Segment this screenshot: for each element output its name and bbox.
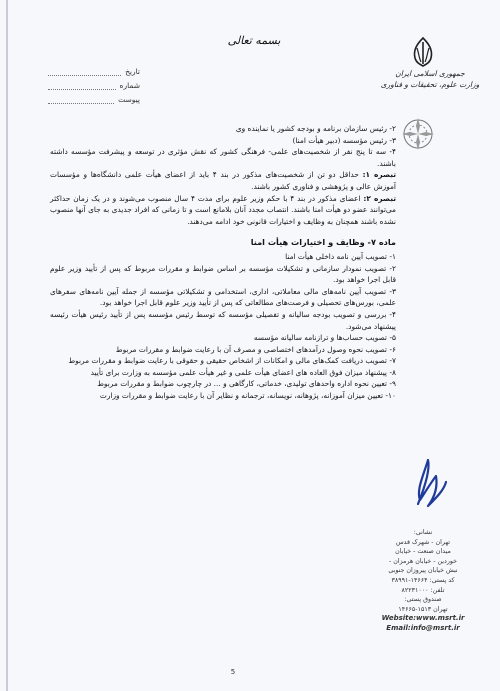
duty-item: ۴- بررسی و تصویب بودجه سالیانه و تفصیلی مؤسسه که توسط رئیس مؤسسه پس از تأیید رئیس هیأت رئیسه پیشنهاد می‌شود. <box>50 309 396 331</box>
note-1 <box>50 169 396 192</box>
duty-item: ۸- پیشنهاد میزان فوق العاده های اعضای هیأت علمی و غیر هیأت علمی مؤسسه به وزارت برای تأیید <box>90 367 396 377</box>
member-item: ۴- سه تا پنج نفر از شخصیت‌های علمی- فرهنگی کشور که نقش مؤثری در توسعه و پیشرفت مؤسسه داشته باشند. <box>50 147 396 168</box>
duty-item: ۱- تصویب آیین نامه داخلی هیأت امنا <box>285 251 396 261</box>
address-line: تهران - شهرک قدس <box>395 538 451 546</box>
duty-item: ۳- تصویب آیین نامه‌های مالی معاملاتی، اداری، استخدامی و تشکیلاتی مؤسسه از جمله آیین نامه‌های سفرهای علمی، بورس‌های تحصیلی و فرصت‌های مطالعاتی که پس از تأیید وزیر علوم قابل اجرا خواهد بود. <box>50 286 396 308</box>
ministry-line: وزارت علوم، تحقیقات و فناوری <box>380 80 480 89</box>
member-item: ۲- رئیس سازمان برنامه و بودجه کشور یا نماینده وی <box>235 124 396 133</box>
page-edge <box>6 0 8 691</box>
member-item: ۳- رئیس مؤسسه (دبیر هیأت امنا) <box>292 135 396 145</box>
basmala-heading: بسمه تعالی <box>227 34 281 47</box>
duty-item: ۷- تصویب دریافت کمک‌های مالی و امکانات از اشخاص حقیقی و حقوقی با رعایت ضوابط و مقررات مربوط <box>68 356 396 366</box>
address-block <box>368 528 478 634</box>
duty-item: ۱۰- تعیین میزان آموزانه، پژوهانه، نویسانه، ترجمانه و نظایر آن با رعایت ضوابط و مقررات وزارت <box>99 391 396 401</box>
note-2-text: اعضای مذکور در بند ۴ با حکم وزیر علوم برای مدت ۴ سال منصوب می‌شوند و در یک زمان حداکثر می‌توانند عضو دو هیأت امنا باشند. انتصاب مجدد آنان بلامانع است و تا زمانی که افراد جدیدی به جای آنها منصوب نشده باشند همچنان به وظایف و اختیارات قانونی خود ادامه می‌دهند. <box>50 193 396 226</box>
article-heading: ماده ۷- وظایف و اختیارات هیأت امنا <box>250 237 396 248</box>
iran-emblem-icon <box>403 36 443 68</box>
ministry-title <box>380 68 480 90</box>
document-body <box>50 123 396 402</box>
website-link[interactable]: Website:www.msrt.ir <box>381 614 465 623</box>
duty-item: ۵- تصویب حساب‌ها و ترازنامه سالیانه مؤسسه <box>253 333 396 343</box>
address-line: نشانی: <box>413 529 433 536</box>
ornament-icon <box>398 114 438 154</box>
address-line: میدان صنعت - خیابان <box>395 548 451 556</box>
address-line: تلفن: ۸۲۲۳۱۰۰۰ <box>401 586 445 594</box>
ministry-line: جمهوری اسلامی ایران <box>395 69 465 78</box>
letter-meta <box>48 64 140 106</box>
signature-mark <box>408 454 456 514</box>
note-2 <box>50 193 396 228</box>
duty-item: ۲- تصویب نمودار سازمانی و تشکیلات مؤسسه بر اساس ضوابط و مقررات مربوط که پس از تأیید وزیر علوم قابل اجرا خواهد بود. <box>50 263 396 285</box>
address-line: صندوق پستی: <box>404 596 442 604</box>
page-number: 5 <box>230 668 236 676</box>
duty-item: ۹- تعیین نحوه اداره واحدهای تولیدی، خدماتی، کارگاهی و ... در چارچوب ضوابط و مقررات مربوط <box>97 379 396 389</box>
meta-number-label: شماره <box>119 80 140 90</box>
address-line: کد پستی: ۱۴۶۶۴-۳۸۹۹۱ <box>391 576 455 584</box>
meta-number <box>48 78 140 92</box>
address-line: نبش خیابان پیروزان جنوبی <box>388 567 458 575</box>
meta-date <box>48 64 140 78</box>
meta-date-label: تاریخ <box>125 66 140 76</box>
note-1-label: تبصره ۱: <box>362 170 397 180</box>
note-1-text: حداقل دو تن از شخصیت‌های مذکور در بند ۴ باید از اعضای هیأت علمی دانشگاه‌ها و مؤسسات آموزش عالی و پژوهشی و فناوری کشور باشند. <box>50 170 396 191</box>
note-2-label: تبصره ۲: <box>363 193 396 203</box>
address-line: تهران ۱۵۱۳-۱۴۶۶۵ <box>398 605 448 613</box>
duty-item: ۶- تصویب نحوه وصول درآمدهای اختصاصی و مصرف آن با رعایت ضوابط و مقررات مربوط <box>115 344 396 354</box>
email-link[interactable]: Email:info@msrt.ir <box>386 623 460 632</box>
meta-attachment-label: پیوست <box>118 94 140 104</box>
address-line: خوردین - خیابان هرمزان - <box>388 557 458 565</box>
meta-attachment <box>48 92 140 106</box>
